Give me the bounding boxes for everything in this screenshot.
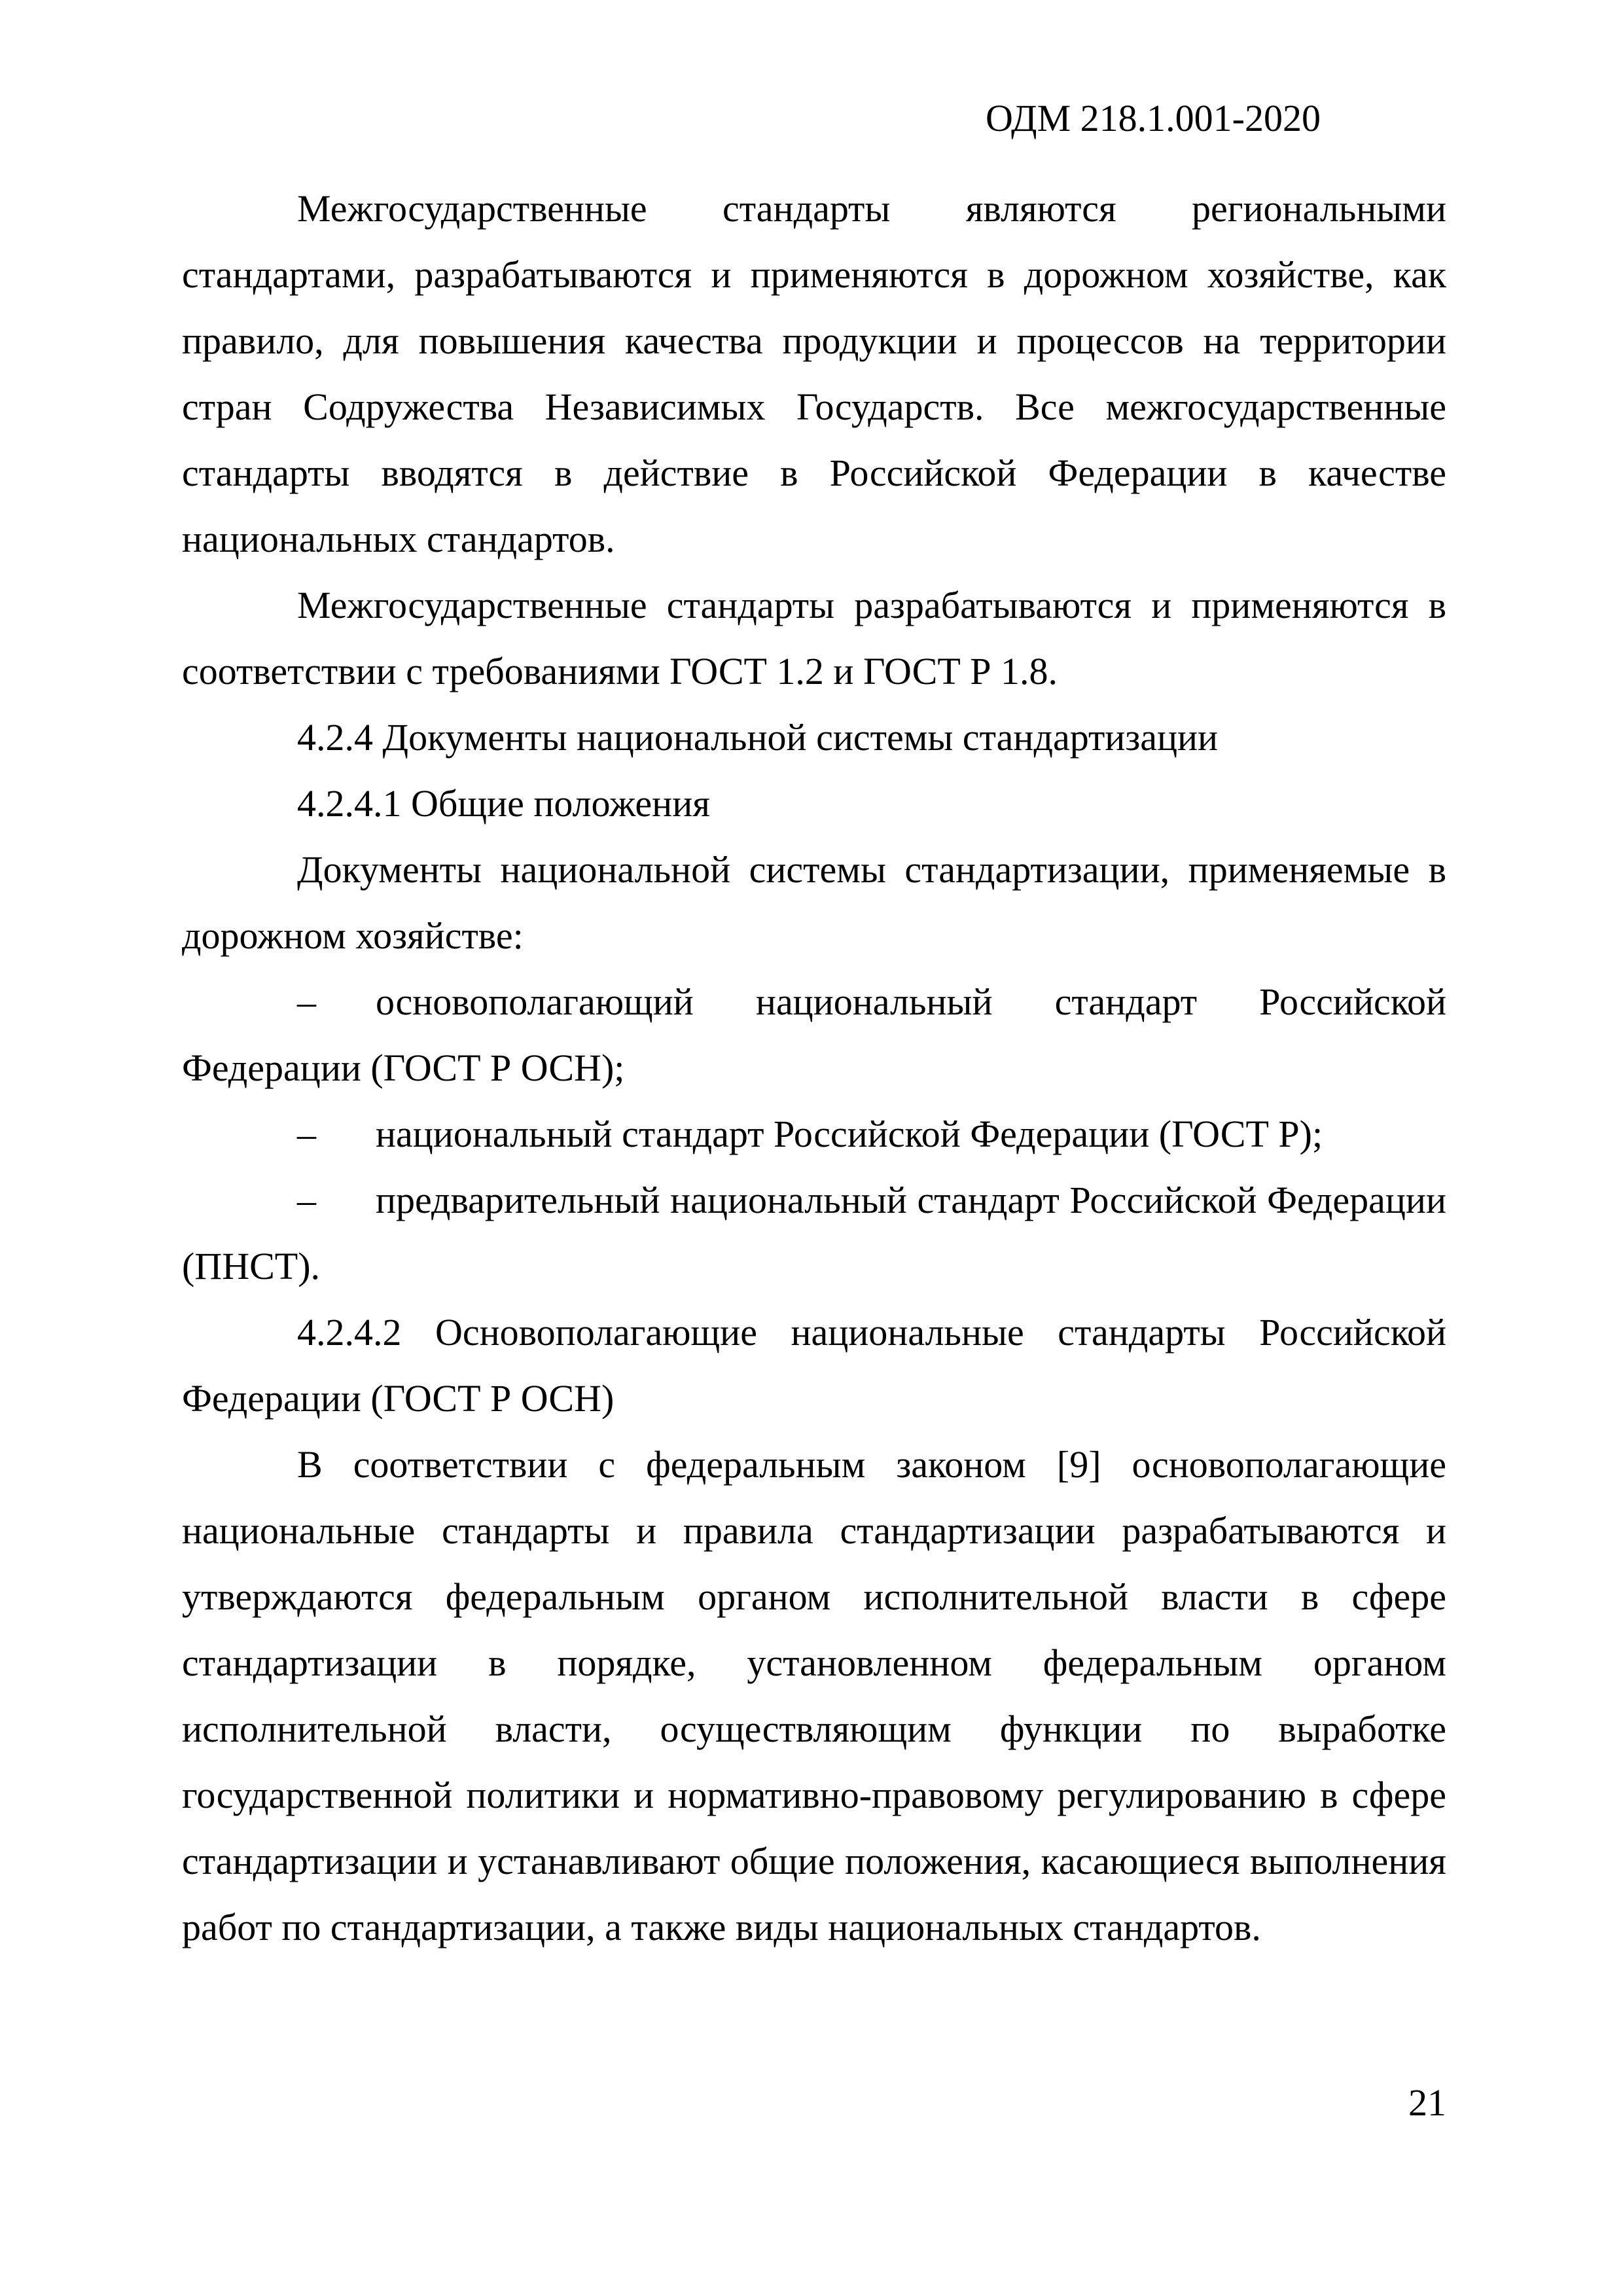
list-item (182, 1101, 1446, 1167)
page-number: 21 (1408, 2081, 1446, 2124)
paragraph-interstate-standards: Межгосударственные стандарты являются региональными стандартами, разрабатываются и применяются в дорожном хозяйстве, как правило, для повышения качества продукции и процессов на территории стран Содружества Независимых Государств. Все межгосударственные стандарты вводятся в действие в Российской Федерации в качестве национальных стандартов. (182, 187, 1446, 560)
list-item (182, 1167, 1446, 1299)
list-item-text: основополагающий национальный стандарт Российской Федерации (ГОСТ Р ОСН); (182, 980, 1446, 1089)
document-body (182, 175, 1446, 1960)
dash-bullet: – (297, 980, 316, 1023)
list-item-text: предварительный национальный стандарт Российской Федерации (ПНСТ). (182, 1179, 1446, 1287)
list-item (182, 969, 1446, 1101)
paragraph-interstate-requirements: Межгосударственные стандарты разрабатываются и применяются в соответствии с требованиями ГОСТ 1.2 и ГОСТ Р 1.8. (182, 584, 1446, 692)
dash-bullet: – (297, 1113, 316, 1155)
paragraph-documents-list-intro: Документы национальной системы стандартизации, применяемые в дорожном хозяйстве: (182, 848, 1446, 957)
document-code-header: ОДМ 218.1.001-2020 (986, 97, 1321, 139)
section-heading-4-2-4-2: 4.2.4.2 Основополагающие национальные стандарты Российской Федерации (ГОСТ Р ОСН) (182, 1311, 1446, 1420)
dash-bullet: – (297, 1179, 316, 1221)
section-heading-4-2-4: 4.2.4 Документы национальной системы стандартизации (297, 716, 1219, 759)
section-heading-4-2-4-1: 4.2.4.1 Общие положения (297, 782, 710, 825)
paragraph-federal-law: В соответствии с федеральным законом [9] основополагающие национальные стандарты и правила стандартизации разрабатываются и утверждаются федеральным органом исполнительной власти в сфере стандартизации в порядке, установленном федеральным органом исполнительной власти, осуществляющим функции по выработке государственной политики и нормативно-правовому регулированию в сфере стандартизации и устанавливают общие положения, касающиеся выполнения работ по стандартизации, а также виды национальных стандартов. (182, 1443, 1446, 1948)
list-item-text: национальный стандарт Российской Федерации (ГОСТ Р); (376, 1113, 1323, 1155)
